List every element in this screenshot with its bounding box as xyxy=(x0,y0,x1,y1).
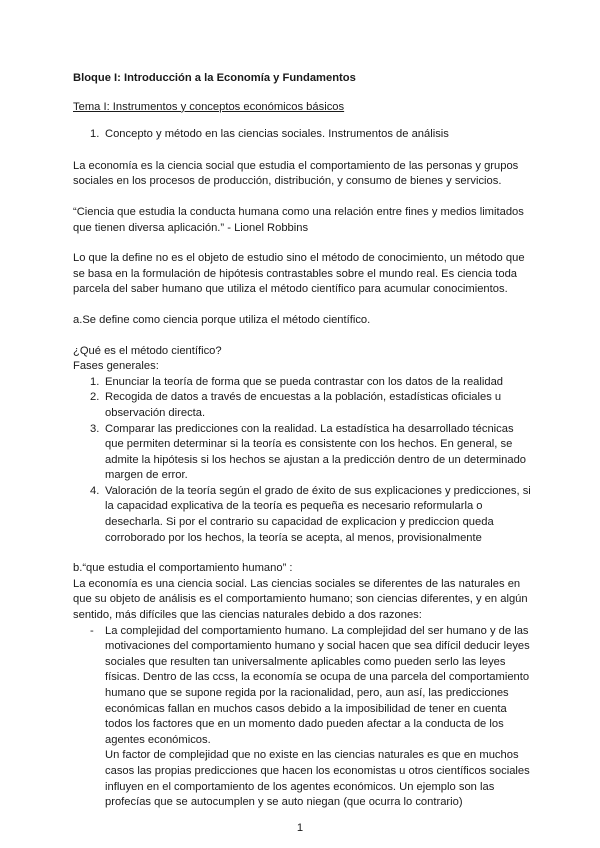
list-item-number: 4. xyxy=(90,484,100,497)
bullet-dash: - xyxy=(90,624,94,637)
phases-list xyxy=(73,375,533,547)
list-item-text: Valoración de la teoría según el grado de éxito de sus explicaciones y predicciones, si la capacidad explicativa de la teoría es pequeña es necesario reformularla o desecharla. Si por el contrario su capacidad de explicacion y prediccion queda corroborado por los hechos, la teoría se acepta, al menos, provisionalmente xyxy=(105,484,531,544)
bullet-text-continued: Un factor de complejidad que no existe en las ciencias naturales es que en muchos casos las propias predicciones que hacen los economistas u otros científicos sociales influyen en el comportamiento de los agentes económicos. Un ejemplo son las profecías que se autocumplen y se auto niegan (que ocurra lo contrario) xyxy=(105,749,530,809)
page-number: 1 xyxy=(296,822,304,834)
list-item-text: Comparar las predicciones con la realidad. La estadística ha desarrollado técnicas que permiten determinar si la teoría es consistente con los hechos. En general, se admite la hipótesis si los hechos se ajustan a la predicción dentro de un determinado margen de error. xyxy=(105,422,527,482)
bullet-text: La complejidad del comportamiento humano. La complejidad del ser humano y de las motivaciones del comportamiento humano y social hacen que sea difícil deducir leyes sociales que resulten tan universalmente aplicables como pueden serlo las leyes físicas. Dentro de las ccss, la economía se ocupa de una parcela del comportamiento humano que se supone regida por la racionalidad, pero, aun así, las predicciones económicas fallan en muchos casos debido a la imposibilidad de tener en cuenta todos los factores que en un momento dado pueden afectar a la conducta de los agentes económicos. xyxy=(105,624,530,746)
paragraph-a: a.Se define como ciencia porque utiliza el método científico. xyxy=(73,313,371,326)
paragraph-b-body: La economía es una ciencia social. Las ciencias sociales se diferentes de las naturales en que su objeto de análisis es el comportamiento humano; son ciencias diferentes, y en algún sentido, más difíciles que las ciencias naturales debido a dos razones: xyxy=(73,577,528,622)
document-title: Bloque I: Introducción a la Economía y Fundamentos xyxy=(73,72,356,84)
section-number: 1. xyxy=(90,128,100,141)
list-item xyxy=(73,390,533,421)
definition-paragraph: La economía es la ciencia social que estudia el comportamiento de las personas y grupos sociales en los procesos de producción, distribución, y consumo de bienes y servicios. xyxy=(73,159,519,188)
list-item xyxy=(73,422,533,484)
method-paragraph: Lo que la define no es el objeto de estudio sino el método de conocimiento, un método que se basa en la formulación de hipótesis contrastables sobre el mundo real. Es ciencia toda parcela del saber humano que utiliza el método científico para acumular conocimientos. xyxy=(73,252,525,296)
list-item-text: Recogida de datos a través de encuestas a la población, estadísticas oficiales u observación directa. xyxy=(105,391,502,419)
list-item xyxy=(73,484,533,546)
list-item-number: 1. xyxy=(90,375,100,388)
section-title: Concepto y método en las ciencias sociales. Instrumentos de análisis xyxy=(105,128,449,141)
robbins-quote: “Ciencia que estudia la conducta humana como una relación entre fines y medios limitados que tienen diversa aplicación.” - Lionel Robbins xyxy=(73,205,524,234)
paragraph-b-heading: b.“que estudia el comportamiento humano” : xyxy=(73,562,293,575)
list-item-number: 3. xyxy=(90,422,100,435)
topic-subtitle: Tema I: Instrumentos y conceptos económicos básicos xyxy=(73,100,345,113)
bullet-item xyxy=(73,624,533,811)
list-item-text: Enunciar la teoría de forma que se pueda contrastar con los datos de la realidad xyxy=(105,375,504,388)
list-item xyxy=(73,375,533,391)
document-body xyxy=(73,71,533,811)
question-heading: ¿Qué es el método científico? xyxy=(73,344,222,357)
phases-label: Fases generales: xyxy=(73,360,159,373)
section-heading xyxy=(73,127,533,143)
list-item-number: 2. xyxy=(90,391,100,404)
